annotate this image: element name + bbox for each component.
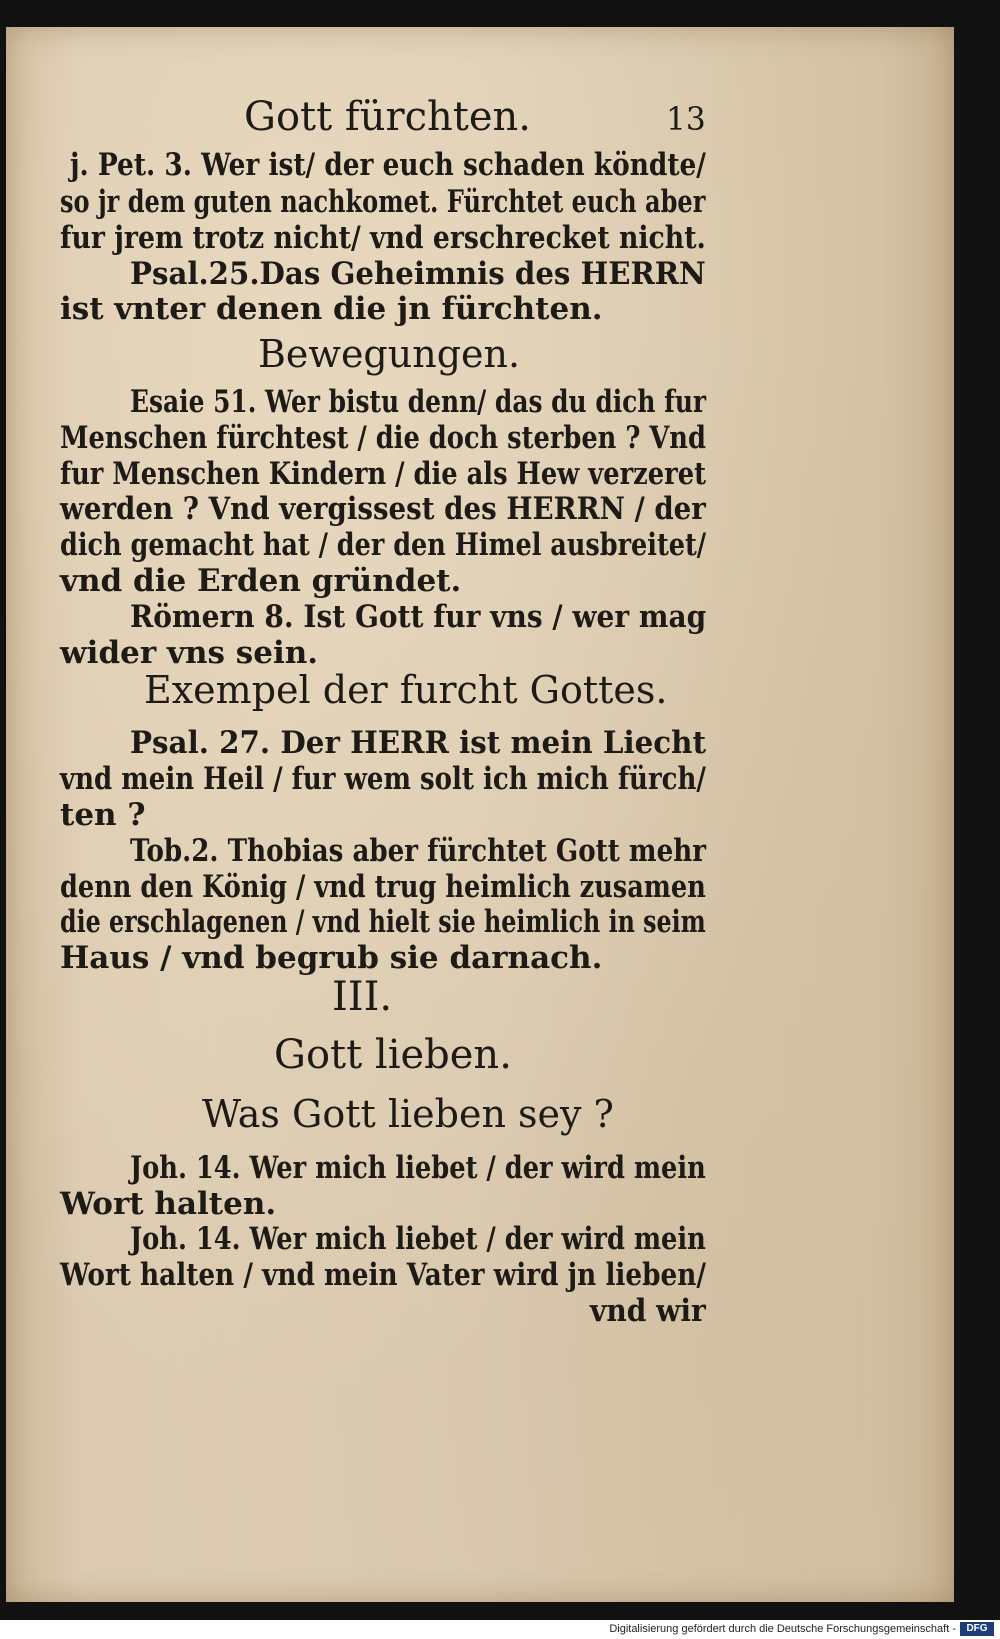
text-line: Psal. 27. Der HERR ist mein Liecht [130, 725, 707, 761]
text-line: denn den König / vnd trug heimlich zusamen [60, 869, 706, 905]
text-line: vnd die Erden gründet. [60, 563, 462, 599]
text-line: Joh. 14. Wer mich liebet / der wird mein [130, 1150, 706, 1186]
heading-bewegungen: Bewegungen. [258, 332, 521, 376]
heading-roman: III. [332, 974, 393, 1020]
text-line: Joh. 14. Wer mich liebet / der wird mein [130, 1221, 706, 1257]
text-line: Psal.25.Das Geheimnis des HERRN [130, 256, 706, 292]
text-line: wider vns sein. [60, 635, 319, 671]
heading-gott-lieben: Gott lieben. [274, 1032, 512, 1078]
text-line: j. Pet. 3. Wer ist/ der euch schaden köndte/ [70, 147, 706, 183]
text-line: werden ? Vnd vergissest des HERRN / der [60, 491, 706, 527]
text-line: fur jrem trotz nicht/ vnd erschrecket nicht. [60, 220, 706, 256]
text-line: Wort halten. [60, 1186, 277, 1222]
text-line: fur Menschen Kindern / die als Hew verzeret [60, 456, 706, 492]
running-head: Gott fürchten. [244, 94, 531, 140]
footer-bar [0, 1620, 1000, 1639]
text-line: Menschen fürchtest / die doch sterben ? Vnd [60, 420, 706, 456]
text-line: so jr dem guten nachkomet. Fürchtet euch aber [60, 184, 706, 220]
text-line: die erschlagenen / vnd hielt sie heimlich in seim [60, 904, 706, 940]
text-line: Esaie 51. Wer bistu denn/ das du dich fur [130, 384, 707, 420]
heading-was-gott: Was Gott lieben sey ? [202, 1092, 614, 1136]
text-line: Haus / vnd begrub sie darnach. [60, 940, 603, 976]
dfg-logo: DFG [960, 1622, 994, 1636]
text-line: ist vnter denen die jn fürchten. [60, 291, 603, 327]
page-number: 13 [666, 100, 706, 138]
text-line: ten ? [60, 797, 146, 833]
text-line: Wort halten / vnd mein Vater wird jn lieben/ [60, 1257, 706, 1293]
dfg-credit: Digitalisierung gefördert durch die Deutsche Forschungsgemeinschaft - [609, 1623, 956, 1635]
text-line: vnd wir [590, 1293, 706, 1329]
text-line: vnd mein Heil / fur wem solt ich mich fürch/ [60, 761, 706, 797]
text-line: Römern 8. Ist Gott fur vns / wer mag [130, 599, 707, 635]
text-line: Tob.2. Thobias aber fürchtet Gott mehr [130, 833, 706, 869]
heading-exempel: Exempel der furcht Gottes. [144, 668, 668, 712]
book-page [6, 27, 954, 1602]
text-line: dich gemacht hat / der den Himel ausbreitet/ [60, 527, 707, 563]
